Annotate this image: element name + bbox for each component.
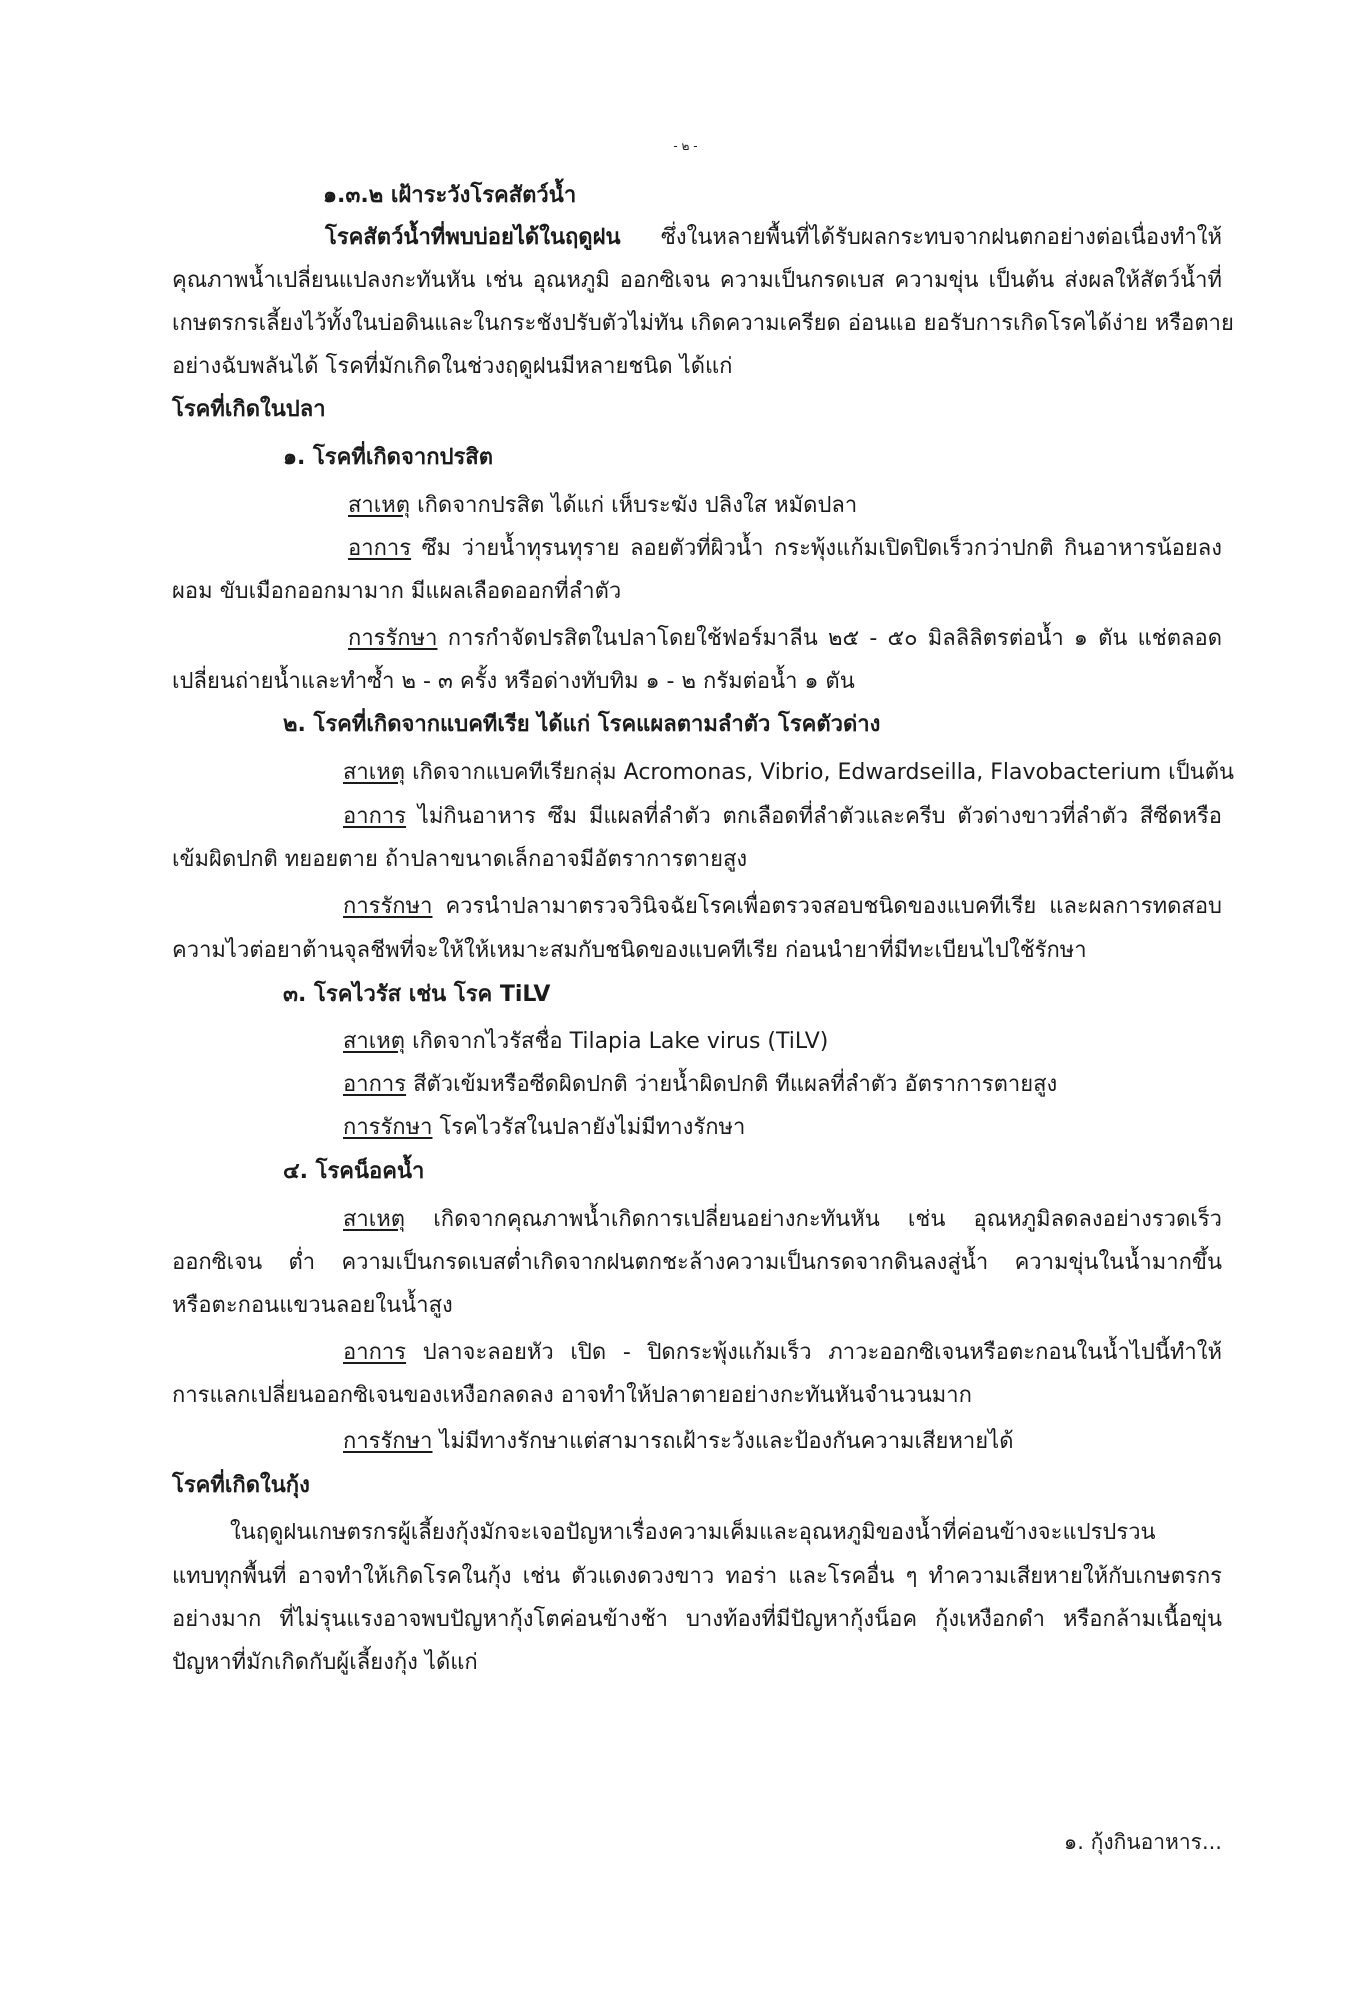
treatment-label: การรักษา [343, 894, 433, 919]
fish-disease-2-title: ๒. โรคที่เกิดจากแบคทีเรีย ได้แก่ โรคแผลตามลำตัว โรคตัวด่าง [283, 712, 881, 737]
fish-heading: โรคที่เกิดในปลา [172, 397, 326, 422]
cause-text: เกิดจากไวรัสชื่อ Tilapia Lake virus (TiLV) [412, 1029, 829, 1054]
intro-line-2: คุณภาพน้ำเปลี่ยนแปลงกะทันหัน เช่น อุณหภูมิ ออกซิเจน ความเป็นกรดเบส ความขุ่น เป็นต้น ส่งผลให้สัตว์น้ำที่ [172, 268, 1222, 293]
treatment-label: การรักษา [343, 1429, 433, 1454]
fish-disease-2-symptom [343, 802, 1222, 832]
shrimp-heading: โรคที่เกิดในกุ้ง [172, 1473, 310, 1498]
symptom-text: ไม่กินอาหาร ซึม มีแผลที่ลำตัว ตกเลือดที่ลำตัวและครีบ ตัวด่างขาวที่ลำตัว สีซีดหรือ [417, 804, 1222, 829]
cause-label: สาเหตุ [343, 760, 406, 785]
cause-label: สาเหตุ [343, 1207, 406, 1232]
cause-label: สาเหตุ [348, 493, 411, 518]
symptom-label: อาการ [343, 804, 407, 829]
fish-disease-1-cause [348, 491, 857, 521]
fish-disease-1-title: ๑. โรคที่เกิดจากปรสิต [283, 445, 494, 470]
fish-disease-2-treatment-cont: ความไวต่อยาต้านจุลชีพที่จะให้ให้เหมาะสมกับชนิดของแบคทีเรีย ก่อนนำยาที่มีทะเบียนไปใช้รักษา [172, 938, 1087, 963]
shrimp-line-1: ในฤดูฝนเกษตรกรผู้เลี้ยงกุ้งมักจะเจอปัญหาเรื่องความเค็มและอุณหภูมิของน้ำที่ค่อนข้างจะแปรปรวน [230, 1520, 1156, 1545]
fish-disease-1-symptom-cont: ผอม ขับเมือกออกมามาก มีแผลเลือดออกที่ลำตัว [172, 579, 622, 604]
fish-disease-4-treatment [343, 1427, 1014, 1457]
fish-disease-3-symptom [343, 1070, 1057, 1100]
intro-line-3: เกษตรกรเลี้ยงไว้ทั้งในบ่อดินและในกระชังปรับตัวไม่ทัน เกิดความเครียด อ่อนแอ ยอรับการเกิดโรคได้ง่าย หรือตาย [172, 311, 1234, 336]
treatment-text: ควรนำปลามาตรวจวินิจฉัยโรคเพื่อตรวจสอบชนิดของแบคทีเรีย และผลการทดสอบ [445, 894, 1222, 919]
symptom-label: อาการ [343, 1072, 407, 1097]
fish-disease-2-symptom-cont: เข้มผิดปกติ ทยอยตาย ถ้าปลาขนาดเล็กอาจมีอัตราการตายสูง [172, 847, 748, 872]
symptom-text: ซึม ว่ายน้ำทุรนทุราย ลอยตัวที่ผิวน้ำ กระพุ้งแก้มเปิดปิดเร็วกว่าปกติ กินอาหารน้อยลง [421, 536, 1223, 561]
treatment-label: การรักษา [343, 1115, 433, 1140]
page-number: - ๒ - [673, 139, 698, 153]
fish-disease-2-cause [343, 758, 1234, 788]
treatment-text: การกำจัดปรสิตในปลาโดยใช้ฟอร์มาลีน ๒๕ - ๕๐ มิลลิลิตรต่อน้ำ ๑ ตัน แช่ตลอด [447, 626, 1222, 651]
intro-lead: โรคสัตว์น้ำที่พบบ่อยได้ในฤดูฝน [325, 225, 621, 250]
fish-disease-3-title: ๓. โรคไวรัส เช่น โรค TiLV [283, 982, 551, 1007]
symptom-text: สีตัวเข้มหรือซีดผิดปกติ ว่ายน้ำผิดปกติ ทีแผลที่ลำตัว อัตราการตายสูง [413, 1072, 1058, 1097]
symptom-label: อาการ [343, 1340, 407, 1365]
fish-disease-3-treatment [343, 1113, 745, 1143]
fish-disease-3-cause [343, 1027, 828, 1057]
fish-disease-4-symptom-cont: การแลกเปลี่ยนออกซิเจนของเหงือกลดลง อาจทำให้ปลาตายอย่างกะทันหันจำนวนมาก [172, 1383, 972, 1408]
treatment-text: ไม่มีทางรักษาแต่สามารถเฝ้าระวังและป้องกันความเสียหายได้ [439, 1429, 1014, 1454]
fish-disease-4-symptom [343, 1338, 1222, 1368]
fish-disease-1-symptom [348, 534, 1222, 564]
fish-disease-1-treatment-cont: เปลี่ยนถ่ายน้ำและทำซ้ำ ๒ - ๓ ครั้ง หรือด่างทับทิม ๑ - ๒ กรัมต่อน้ำ ๑ ตัน [172, 669, 855, 694]
continuation-note: ๑. กุ้งกินอาหาร... [1063, 1830, 1222, 1854]
cause-text: เกิดจากคุณภาพน้ำเกิดการเปลี่ยนอย่างกะทันหัน เช่น อุณหภูมิลดลงอย่างรวดเร็ว [433, 1207, 1222, 1232]
cause-text: เกิดจากปรสิต ได้แก่ เห็บระฆัง ปลิงใส หมัดปลา [417, 493, 858, 518]
cause-text: เกิดจากแบคทีเรียกลุ่ม Acromonas, Vibrio, Edwardseilla, Flavobacterium เป็นต้น [412, 760, 1235, 785]
section-heading: ๑.๓.๒ เฝ้าระวังโรคสัตว์น้ำ [323, 183, 577, 208]
fish-disease-4-cause-cont-1: ออกซิเจน ต่ำ ความเป็นกรดเบสต่ำเกิดจากฝนตกชะล้างความเป็นกรดจากดินลงสู่น้ำ ความขุ่นในน้ำมากขึ้น [172, 1250, 1222, 1275]
fish-disease-1-treatment [348, 624, 1222, 654]
symptom-label: อาการ [348, 536, 412, 561]
fish-disease-4-title: ๔. โรคน็อคน้ำ [283, 1159, 425, 1184]
shrimp-line-4: ปัญหาที่มักเกิดกับผู้เลี้ยงกุ้ง ได้แก่ [172, 1650, 478, 1675]
treatment-label: การรักษา [348, 626, 438, 651]
intro-line-4: อย่างฉับพลันได้ โรคที่มักเกิดในช่วงฤดูฝนมีหลายชนิด ได้แก่ [172, 354, 733, 379]
fish-disease-4-cause-cont-2: หรือตะกอนแขวนลอยในน้ำสูง [172, 1293, 453, 1318]
cause-label: สาเหตุ [343, 1029, 406, 1054]
symptom-text: ปลาจะลอยหัว เปิด - ปิดกระพุ้งแก้มเร็ว ภาวะออกซิเจนหรือตะกอนในน้ำไปนี้ทำให้ [422, 1340, 1222, 1365]
treatment-text: โรคไวรัสในปลายังไม่มีทางรักษา [439, 1115, 746, 1140]
fish-disease-4-cause [343, 1205, 1222, 1235]
shrimp-line-3: อย่างมาก ที่ไม่รุนแรงอาจพบปัญหากุ้งโตค่อนข้างช้า บางท้องที่มีปัญหากุ้งน็อค กุ้งเหงือกดำ หรือกล้ามเนื้อขุ่น [172, 1607, 1222, 1632]
intro-line-1 [325, 223, 1222, 253]
fish-disease-2-treatment [343, 892, 1222, 922]
intro-line-1-text: ซึ่งในหลายพื้นที่ได้รับผลกระทบจากฝนตกอย่างต่อเนื่องทำให้ [660, 225, 1222, 250]
shrimp-line-2: แทบทุกพื้นที่ อาจทำให้เกิดโรคในกุ้ง เช่น ตัวแดงดวงขาว ทอร่า และโรคอื่น ๆ ทำความเสียหายให้กับเกษตรกร [172, 1564, 1222, 1589]
